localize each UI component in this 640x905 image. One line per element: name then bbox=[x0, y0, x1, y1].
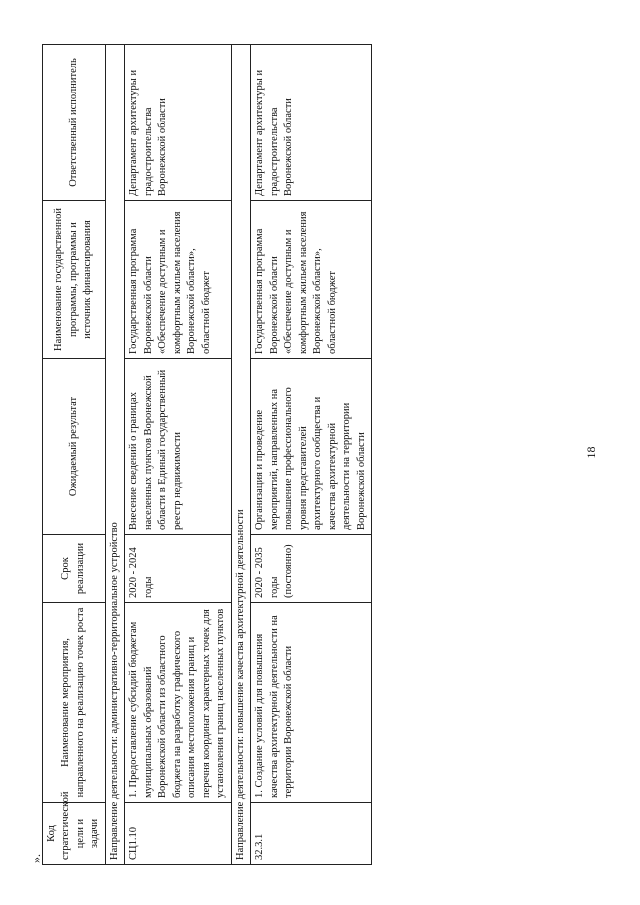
header-row bbox=[43, 45, 106, 865]
cell-term: 2020 - 2035 годы (постоянно) bbox=[251, 535, 372, 603]
cell-executor: Департамент архитектуры и градостроительства Воронежской области bbox=[251, 45, 372, 201]
cell-measure: 1. Создание условий для повышения качества архитектурной деятельности на территории Воронежской области bbox=[251, 603, 372, 803]
table-row bbox=[125, 45, 231, 865]
cell-program: Государственная программа Воронежской области «Обеспечение доступным и комфортным жильем населения Воронежской области», областной бюджет bbox=[251, 201, 372, 359]
cell-code: СЦ1.10 bbox=[125, 803, 231, 865]
cell-term: 2020 - 2024 годы bbox=[125, 535, 231, 603]
cell-code: 32.3.1 bbox=[251, 803, 372, 865]
cell-measure: 1. Предоставление субсидий бюджетам муниципальных образований Воронежской области из областного бюджета на разработку графического описания местоположения границ и перечня координат характерных точек для установления границ населенных пунктов bbox=[125, 603, 231, 803]
cell-result: Организация и проведение мероприятий, направленных на повышение профессионального уровня представителей архитектурного сообщества и качества архитектурной деятельности на территории Воронежской области bbox=[251, 359, 372, 535]
header-executor: Ответственный исполнитель bbox=[43, 45, 106, 201]
closing-quote: ». bbox=[29, 854, 43, 863]
section-title: Направление деятельности: повышение качества архитектурной деятельности bbox=[231, 45, 250, 865]
table-row bbox=[251, 45, 372, 865]
header-code: Код стратегической цели и задачи bbox=[43, 803, 106, 865]
section-row bbox=[231, 45, 250, 865]
section-row bbox=[105, 45, 124, 865]
header-program: Наименование государственной программы, программы и источник финансирования bbox=[43, 201, 106, 359]
page-number: 18 bbox=[584, 446, 598, 459]
cell-result: Внесение сведений о границах населенных пунктов Воронежской области в Единый государственный реестр недвижимости bbox=[125, 359, 231, 535]
measures-table bbox=[42, 44, 372, 865]
section-title: Направление деятельности: административно-территориальное устройство bbox=[105, 45, 124, 865]
header-term: Срок реализации bbox=[43, 535, 106, 603]
header-result: Ожидаемый результат bbox=[43, 359, 106, 535]
cell-program: Государственная программа Воронежской области «Обеспечение доступным и комфортным жильем населения Воронежской области», областной бюджет bbox=[125, 201, 231, 359]
header-measure: Наименование мероприятия, направленного на реализацию точек роста bbox=[43, 603, 106, 803]
cell-executor: Департамент архитектуры и градостроительства Воронежской области bbox=[125, 45, 231, 201]
